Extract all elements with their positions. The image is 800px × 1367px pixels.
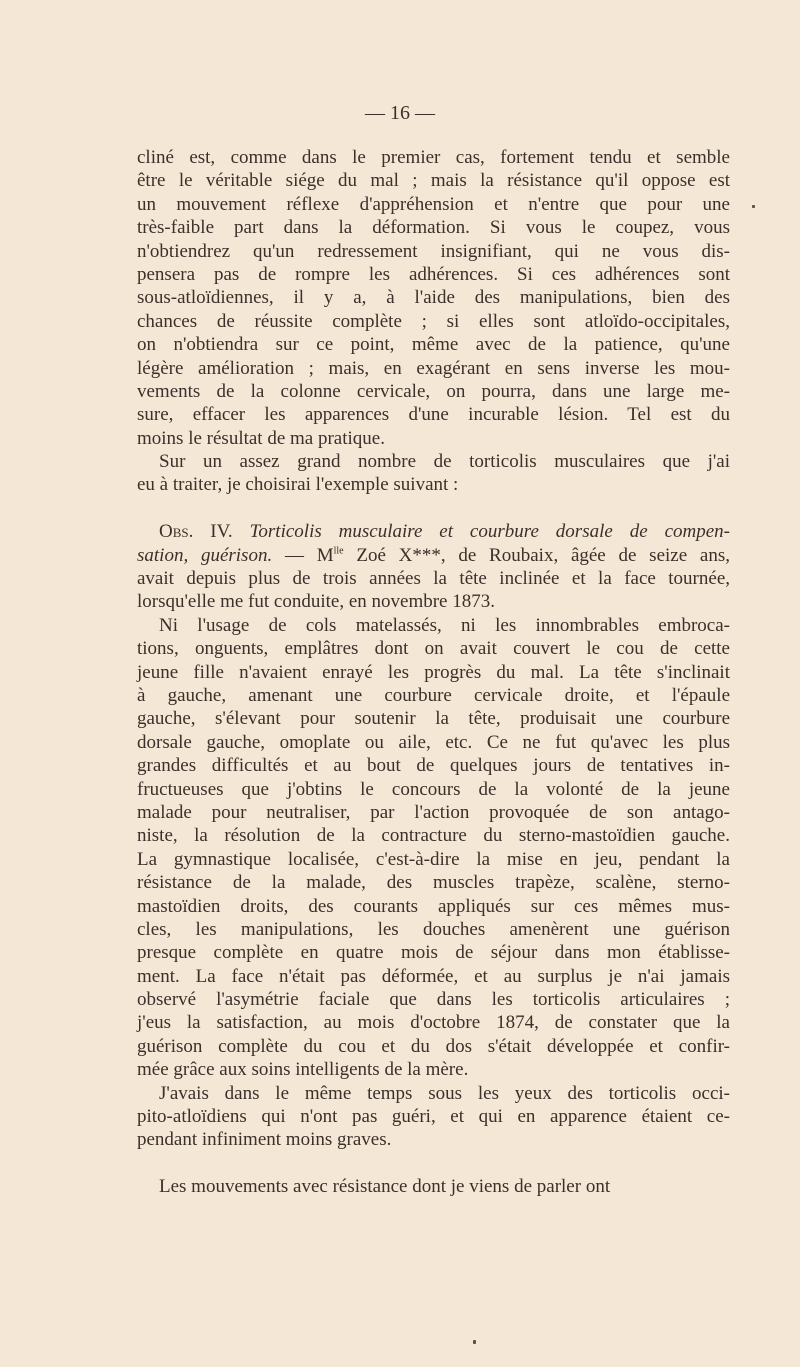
text-line: grandes difficultés et au bout de quelques jours de tentatives in- (137, 755, 730, 777)
paragraph (137, 450, 730, 497)
text-line: chances de réussite complète ; si elles sont atloïdo-occipitales, (137, 310, 730, 332)
text-line: n'obtiendrez qu'un redressement insignifiant, qui ne vous dis- (137, 240, 730, 262)
text-line: gauche, s'élevant pour soutenir la tête, produisait une courbure (137, 708, 730, 730)
text-line: mée grâce aux soins intelligents de la mère. (137, 1059, 469, 1081)
text-line: eu à traiter, je choisirai l'exemple suivant : (137, 474, 459, 496)
text-line: Sur un assez grand nombre de torticolis musculaires que j'ai (159, 451, 730, 473)
text-line: très-faible part dans la déformation. Si vous le coupez, vous (137, 217, 730, 239)
observation-title-cont: sation, guérison. (137, 544, 273, 566)
text-line: cliné est, comme dans le premier cas, fortement tendu et semble (137, 147, 730, 168)
text-line: tions, onguents, emplâtres dont on avait couvert le cou de cette (137, 638, 730, 660)
text-line: mastoïdien droits, des courants appliqués sur ces mêmes mus- (137, 895, 730, 917)
text-line: ment. La face n'était pas déformée, et au surplus je n'ai jamais (137, 965, 730, 987)
text-line: j'eus la satisfaction, au mois d'octobre 1874, de constater que la (137, 1012, 730, 1034)
text-line: La gymnastique localisée, c'est-à-dire la mise en jeu, pendant la (137, 848, 730, 870)
final-line: Les mouvements avec résistance dont je viens de parler ont (159, 1176, 611, 1198)
ink-speck (473, 1340, 476, 1344)
text-line: être le véritable siége du mal ; mais la résistance qu'il oppose est (137, 170, 730, 192)
text-line: dorsale gauche, omoplate ou aile, etc. Ce ne fut qu'avec les plus (137, 731, 730, 753)
text-line: résistance de la malade, des muscles trapèze, scalène, sterno- (137, 872, 730, 894)
text-line: observé l'asymétrie faciale que dans les torticolis articulaires ; (137, 989, 730, 1011)
superscript: lle (333, 545, 344, 557)
text-line: presque complète en quatre mois de séjour dans mon établisse- (137, 942, 730, 964)
text-line: cles, les manipulations, les douches amenèrent une guérison (137, 918, 730, 940)
text-line: avait depuis plus de trois années la tête inclinée et la face tournée, (137, 568, 730, 590)
text-line: Ni l'usage de cols matelassés, ni les innombrables embroca- (159, 614, 730, 636)
paragraph (137, 146, 730, 450)
observation-title: Torticolis musculaire et courbure dorsale de compen- (249, 521, 730, 543)
text-line: malade pour neutraliser, par l'action provoquée de son antago- (137, 801, 730, 823)
paragraph (137, 614, 730, 1082)
text-line: légère amélioration ; mais, en exagérant en sens inverse les mou- (137, 357, 730, 379)
text-line: pensera pas de rompre les adhérences. Si ces adhérences sont (137, 263, 730, 285)
observation-heading (137, 520, 730, 614)
text-line: fructueuses que j'obtins le concours de la volonté de la jeune (137, 778, 730, 800)
observation-label: Obs. IV. (159, 521, 233, 543)
text-line: vements de la colonne cervicale, on pourra, dans une large me- (137, 380, 730, 402)
text-line: moins le résultat de ma pratique. (137, 427, 385, 449)
text-line: à gauche, amenant une courbure cervicale droite, et l'épaule (137, 684, 730, 706)
text-line: pendant infiniment moins graves. (137, 1129, 392, 1151)
body-text (137, 146, 730, 1199)
paragraph (137, 1082, 730, 1152)
ink-speck (752, 205, 755, 208)
text-line: un mouvement réflexe d'appréhension et n'entre que pour une (137, 193, 730, 215)
patient-text: Zoé X***, de Roubaix, âgée de seize ans, (343, 544, 730, 566)
text-line: J'avais dans le même temps sous les yeux des torticolis occi- (159, 1082, 730, 1104)
page-number: — 16 — (365, 102, 435, 124)
text-line: sure, effacer les apparences d'une incurable lésion. Tel est du (137, 404, 730, 426)
text-line: niste, la résolution de la contracture du sterno-mastoïdien gauche. (137, 825, 730, 847)
text-line: on n'obtiendra sur ce point, même avec de la patience, qu'une (137, 334, 730, 356)
dash: — M (272, 544, 334, 566)
text-line: sous-atloïdiennes, il y a, à l'aide des manipulations, bien des (137, 287, 730, 309)
text-line: lorsqu'elle me fut conduite, en novembre 1873. (137, 591, 495, 613)
text-line: jeune fille n'avaient enrayé les progrès du mal. La tête s'inclinait (137, 661, 730, 683)
text-line: pito-atloïdiens qui n'ont pas guéri, et qui en apparence étaient ce- (137, 1106, 730, 1128)
text-line: guérison complète du cou et du dos s'était développée et confir- (137, 1035, 730, 1057)
